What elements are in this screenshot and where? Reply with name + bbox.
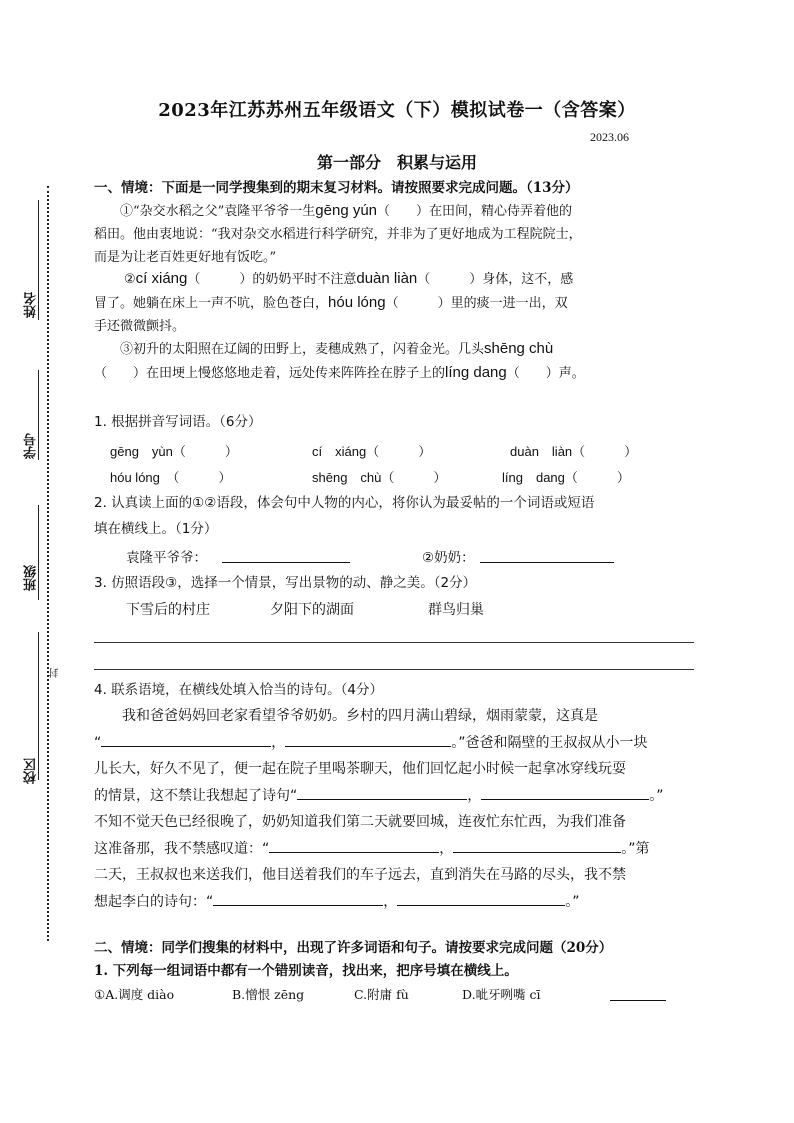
pinyin-item-3[interactable]: duàn liàn（ ） (510, 444, 638, 459)
name-field-line[interactable] (38, 200, 39, 320)
q4-blank-7[interactable] (213, 891, 383, 906)
page-title: 2023年江苏苏州五年级语文（下）模拟试卷一（含答案） (158, 100, 636, 121)
section2-q1-option-b: B.憎恨 zēng (232, 987, 305, 1002)
passage-paragraph-3: ③初升的太阳照在辽阔的田野上，麦穗成熟了，闪着金光。几头shēng chù （ ）在田埂上慢悠悠地走着，远处传来阵阵拴在脖子上的líng dang（ ）声。 (94, 340, 585, 381)
q4-blank-2[interactable] (285, 732, 451, 747)
q3-answer-line-2[interactable] (94, 669, 694, 670)
passage-paragraph-1: ①“杂交水稻之父”袁隆平爷爷一生gēng yún（ ）在田间，精心侍弄着他的 稻田。他由衷地说：“我对杂交水稻进行科学研究，并非为了更好地成为工程院院士， 而是为让老百姓更好地有饭吃。” (94, 202, 582, 265)
q2-answer-a-line[interactable] (222, 546, 350, 563)
section2-q1: 1. 下列每一组词语中都有一个错别读音，找出来，把序号填在横线上。 (94, 963, 518, 979)
name-label: 姓名 (24, 292, 39, 318)
q3-option-3: 群鸟归巢 (428, 602, 484, 618)
q4-blank-5[interactable] (269, 838, 439, 853)
class-label: 班级 (24, 565, 39, 591)
section1-heading: 一、情境：下面是一同学搜集到的期末复习材料。请按照要求完成问题。（13分） (94, 180, 579, 196)
q4-blank-8[interactable] (397, 891, 565, 906)
q4-blank-4[interactable] (481, 785, 649, 800)
q2-answer-b-line[interactable] (480, 546, 614, 563)
seal-mark: 封 (50, 668, 61, 678)
section2-heading: 二、情境：同学们搜集的材料中，出现了许多词语和句子。请按要求完成问题（20分） (94, 940, 613, 956)
q2-answer-b-label: ②奶奶： (422, 550, 475, 566)
pinyin-item-6[interactable]: líng dang（ ） (502, 470, 630, 485)
q3-option-1: 下雪后的村庄 (126, 602, 210, 618)
pinyin-item-2[interactable]: cí xiáng（ ） (312, 444, 432, 459)
q4-blank-3[interactable] (297, 785, 467, 800)
q3-option-2: 夕阳下的湖面 (270, 602, 354, 618)
school-field-line[interactable] (38, 632, 39, 780)
number-field-line[interactable] (38, 370, 39, 460)
q3-heading: 3. 仿照语段③，选择一个情景，写出景物的动、静之美。（2分） (94, 575, 477, 591)
q4-passage: 我和爸爸妈妈回老家看望爷爷奶奶。乡村的四月满山碧绿，烟雨蒙蒙，这真是 “ ， 。”爸爸和隔壁的王叔叔从小一块 儿长大，好久不见了，便一起在院子里喝茶聊天，他们回忆起小时候一起拿冰穿线玩耍 的情景，这不禁让我想起了诗句“ ， 。” 不知不觉天色已经很晚了，奶奶知道我们第二天就要回城，连夜忙东忙西，为我们准备 这准备那，我不禁感叹道：“ ， 。”第 二天，王叔叔也来送我们，他目送着我们的车子远去，直到消失在马路的尽头，我不禁 想起李白的诗句：“ ， 。” (94, 708, 664, 910)
q4-blank-1[interactable] (101, 732, 271, 747)
q4-blank-6[interactable] (453, 838, 621, 853)
section2-q1-option-a: ①A.调度 diào (94, 987, 175, 1002)
q3-answer-line-1[interactable] (94, 642, 694, 643)
student-number-label: 学号 (24, 433, 39, 459)
q2-answer-a-label: 袁隆平爷爷： (126, 550, 207, 566)
q2-heading: 2. 认真读上面的①②语段，体会句中人物的内心，将你认为最妥帖的一个词语或短语 (94, 495, 595, 511)
passage-paragraph-2: ②cí xiáng（ ）的奶奶平时不注意duàn liàn（ ）身体，这不，感 冒了。她躺在床上一声不吭，脸色苍白，hóu lóng（ ）里的痰一进一出，双 手还微微颤抖。 (94, 270, 574, 334)
exam-date: 2023.06 (590, 130, 629, 144)
q4-heading: 4. 联系语境，在横线处填入恰当的诗句。（4分） (94, 682, 384, 698)
section2-q1-answer-line[interactable] (610, 986, 666, 1001)
pinyin-item-4[interactable]: hóu lóng （ ） (110, 470, 232, 485)
school-label: 校区 (24, 758, 39, 784)
binding-dotted-line (47, 186, 49, 941)
part-title: 第一部分 积累与运用 (316, 153, 477, 172)
pinyin-item-5[interactable]: shēng chù（ ） (312, 470, 447, 485)
q2-heading-cont: 填在横线上。（1分） (94, 521, 218, 537)
q1-heading: 1. 根据拼音写词语。（6分） (94, 414, 262, 430)
section2-q1-option-c: C.附庸 fù (354, 987, 409, 1002)
section2-q1-option-d: D.呲牙咧嘴 cī (462, 987, 541, 1002)
class-field-line[interactable] (38, 505, 39, 600)
pinyin-item-1[interactable]: gēng yùn（ ） (110, 444, 238, 459)
